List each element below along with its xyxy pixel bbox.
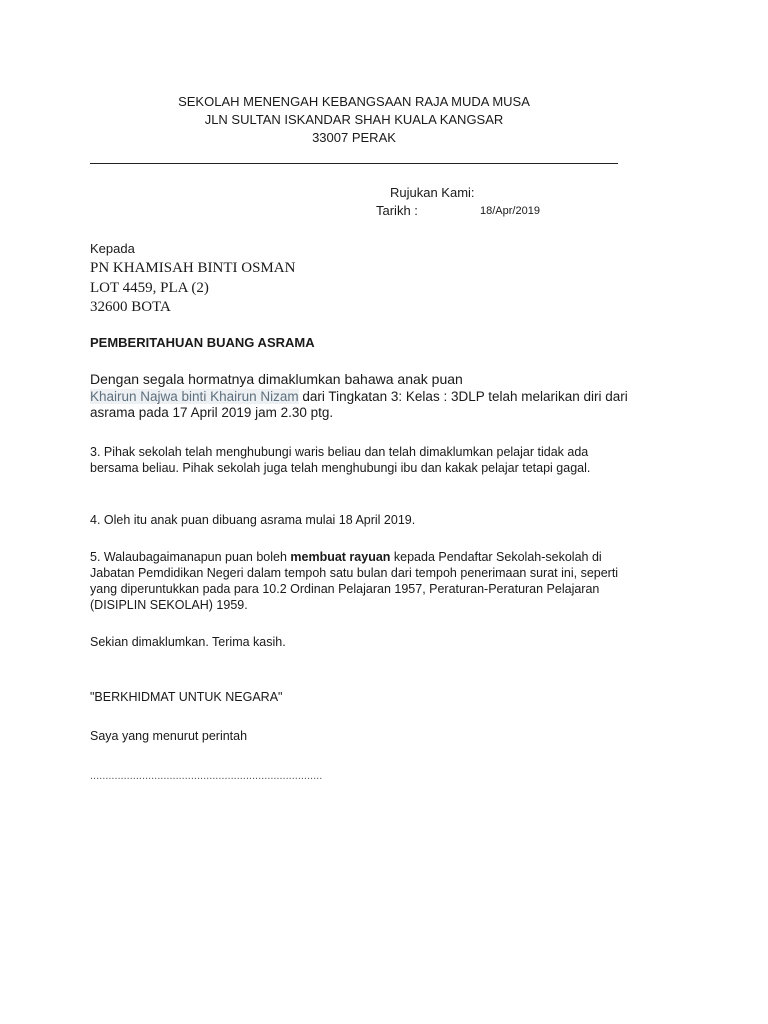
reference-label: Rujukan Kami:: [390, 185, 475, 200]
paragraph-1-rest: dari Tingkatan 3: Kelas : 3DLP telah melarikan diri dari asrama pada 17 April 2019 jam 2.30 ptg.: [90, 389, 628, 420]
paragraph-3: 3. Pihak sekolah telah menghubungi waris beliau dan telah dimaklumkan pelajar tidak ada bersama beliau. Pihak sekolah juga telah menghubungi ibu dan kakak pelajar tetapi gagal.: [90, 445, 591, 475]
recipient-address-line1: LOT 4459, PLA (2): [90, 280, 209, 296]
recipient-name: PN KHAMISAH BINTI OSMAN: [90, 260, 296, 276]
paragraph-1: [90, 389, 630, 421]
signature-line: ............................................................................: [90, 770, 323, 782]
school-postcode: 33007 PERAK: [312, 130, 396, 145]
signoff: Saya yang menurut perintah: [90, 729, 248, 743]
kepada-label: Kepada: [90, 241, 135, 256]
motto: "BERKHIDMAT UNTUK NEGARA": [90, 690, 283, 704]
paragraph-4: 4. Oleh itu anak puan dibuang asrama mulai 18 April 2019.: [90, 513, 416, 527]
letter-subject: PEMBERITAHUAN BUANG ASRAMA: [90, 335, 315, 350]
school-name: SEKOLAH MENENGAH KEBANGSAAN RAJA MUDA MUSA: [178, 94, 530, 109]
school-address: JLN SULTAN ISKANDAR SHAH KUALA KANGSAR: [204, 112, 504, 127]
header-divider: [90, 163, 618, 164]
date-label: Tarikh :: [376, 203, 418, 218]
date-value: 18/Apr/2019: [480, 205, 540, 217]
paragraph-5-start: 5. Walaubagaimanapun puan boleh: [90, 550, 291, 564]
paragraph-1-intro: Dengan segala hormatnya dimaklumkan bahawa anak puan: [90, 371, 463, 387]
recipient-address-line2: 32600 BOTA: [90, 299, 171, 315]
student-name: Khairun Najwa binti Khairun Nizam: [90, 389, 299, 404]
closing-line: Sekian dimaklumkan. Terima kasih.: [90, 635, 286, 649]
paragraph-5-bold: membuat rayuan: [290, 550, 391, 564]
paragraph-5: [90, 549, 630, 613]
paragraph-5-end: kepada Pendaftar Sekolah-sekolah di Jabatan Pemdidikan Negeri dalam tempoh satu bulan dari tempoh penerimaan surat ini, seperti yang diperuntukkan pada para 10.2 Ordinan Pelajaran 1957, Peraturan-Peraturan Pelajaran (DISIPLIN SEKOLAH) 1959.: [90, 550, 619, 612]
